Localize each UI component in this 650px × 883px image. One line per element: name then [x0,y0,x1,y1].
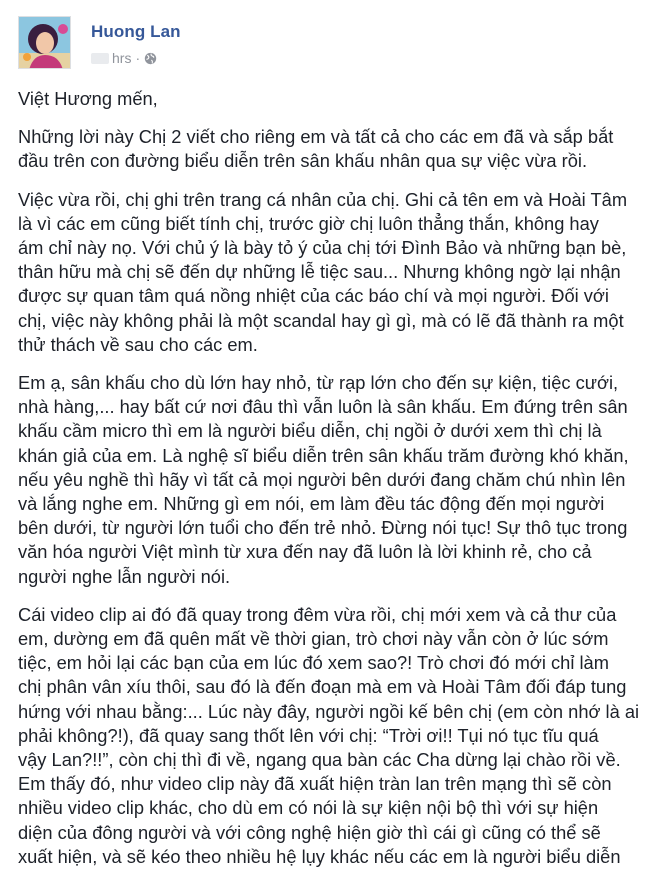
post-meta [91,50,157,66]
post-paragraph: Em ạ, sân khấu cho dù lớn hay nhỏ, từ rạp lớn cho đến sự kiện, tiệc cưới, nhà hàng,... hay bất cứ nơi đâu thì vẫn luôn là sân khấu. Em đứng trên sân khấu cầm micro thì em là người biểu diễn, chị ngồi ở dưới xem thì chị là khán giả của em. Là nghệ sĩ biểu diễn trên sân khấu trăm đường khó khăn, nếu yêu nghề thì hãy vì tất cả mọi người bên dưới đang chăm chú nhìn lên và lắng nghe em. Những gì em nói, em làm đều tác động đến mọi người bên dưới, từ người lớn tuổi cho đến trẻ nhỏ. Đừng nói tục! Sự thô tục trong văn hóa người Việt mình từ xưa đến nay đã luôn là lời khinh rẻ, cho cả người nghe lẫn người nói. [18,372,629,587]
post-paragraph: Những lời này Chị 2 viết cho riêng em và tất cả cho các em đã và sắp bắt đầu trên con đường biểu diễn trên sân khấu nhân qua sự việc vừa rồi. [18,126,614,172]
post-paragraph: Việc vừa rồi, chị ghi trên trang cá nhân của chị. Ghi cả tên em và Hoài Tâm là vì các em cũng biết tính chị, trước giờ chị luôn thẳng thắn, không hay ám chỉ này nọ. Với chủ ý là bày tỏ ý của chị tới Đình Bảo và những bạn bè, thân hữu mà chị sẽ đến dự những lễ tiệc sau... Nhưng không ngờ lại nhận được sự quan tâm quá nồng nhiệt của các báo chí và mọi người. Đối với chị, việc này không phải là một scandal hay gì gì, mà có lẽ đã thành ra một thử thách về sau cho các em. [18,188,628,355]
post-header [18,16,638,70]
post-paragraph: Việt Hương mến, [18,88,158,109]
avatar[interactable] [18,16,71,69]
timestamp[interactable]: hrs [112,50,132,66]
post-paragraph: Cái video clip ai đó đã quay trong đêm vừa rồi, chị mới xem và cả thư của em, dường em đã quên mất về thời gian, trò chơi này vẫn còn ở lúc sớm tiệc, em hỏi lại các bạn của em lúc đó xem sao?! Trò chơi đó mới chỉ làm chị phân vân xíu thôi, sau đó là đến đoạn mà em và Hoài Tâm đối đáp tung hứng với nhau bằng:... Lúc này đây, người ngồi kế bên chị (em còn nhớ là ai phải không?!), đã quay sang thốt lên với chị: “Trời ơi!! Tụi nó tục tĩu quá vậy Lan?!!”, còn chị thì đi về, ngang qua bàn các Cha dừng lại chào rồi về. Em thấy đó, như video clip này đã xuất hiện tràn lan trên mạng thì sẽ còn nhiều video clip khác, cho dù em có nói là sự kiện nội bộ thì với sự hiện diện của đông người và với công nghệ hiện giờ thì cái gì cũng có thể sẽ xuất hiện, và sẽ kéo theo nhiều hệ lụy khác nếu các em là người biểu diễn [18,603,640,867]
timestamp-redacted [91,53,109,64]
globe-icon[interactable] [144,52,157,65]
post-body [18,87,642,883]
author-name[interactable]: Huong Lan [91,22,181,41]
meta-separator: · [135,50,141,66]
avatar-photo [19,17,71,69]
